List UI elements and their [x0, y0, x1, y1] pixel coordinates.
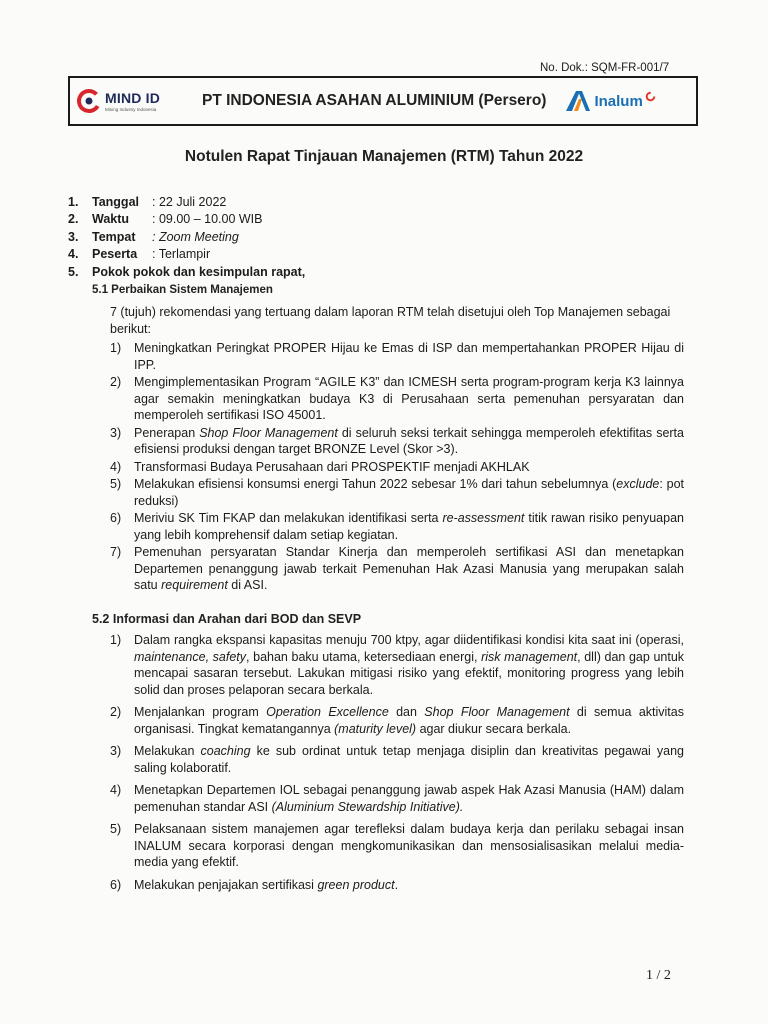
section-heading-5-1: 5.1 Perbaikan Sistem Manajemen [92, 284, 273, 296]
recommendation-item [110, 510, 684, 543]
meta-value: : 22 Juli 2022 [152, 194, 227, 209]
list-item-text: Melakukan efisiensi konsumsi energi Tahun 2022 sebesar 1% dari tahun sebelumnya (exclude: pot reduksi) [134, 477, 684, 508]
inalum-ring-icon [645, 91, 656, 102]
list-item-number: 4) [110, 459, 122, 474]
list-item-text: Penerapan Shop Floor Management di seluruh seksi terkait sehingga memperoleh efektifitas serta efisiensi produksi dengan target BRONZE Level (Skor >3). [134, 425, 684, 456]
company-name: PT INDONESIA ASAHAN ALUMINIUM (Persero) [202, 92, 547, 109]
page-number: 1 / 2 [646, 968, 671, 983]
list-item-text: Melakukan penjajakan sertifikasi green product. [134, 877, 399, 892]
list-item-number: 7) [110, 545, 122, 559]
recommendation-item [110, 374, 684, 424]
list-item-number: 3) [110, 425, 122, 440]
meta-number: 4. [68, 247, 79, 262]
inalum-logo-icon [564, 89, 592, 113]
meeting-details [68, 193, 305, 281]
meta-value: : Zoom Meeting [152, 229, 239, 244]
meta-label: Tanggal [92, 194, 139, 209]
list-item-text: Dalam rangka ekspansi kapasitas menuju 700 ktpy, agar diidentifikasi kondisi kita saat ini (operasi, maintenance, safety, bahan baku utama, ketersediaan energi, risk management, dll) dan gap untuk mencapai sasaran tersebut. Lakukan mitigasi risiko yang efektif, monitoring progress yang lebih solid dan proses pelaporan secara berkala. [134, 633, 685, 697]
mindid-logo [76, 88, 194, 114]
recommendation-item [110, 340, 684, 373]
meta-row-time [68, 211, 305, 229]
meta-row-participants [68, 246, 305, 264]
meta-row-summary [68, 263, 305, 281]
list-item-text: Menetapkan Departemen IOL sebagai penanggung jawab aspek Hak Azasi Manusia (HAM) dalam pemenuhan standar ASI (Aluminium Stewardship Initiative). [134, 783, 684, 814]
directive-item [110, 782, 684, 815]
meta-value: : Terlampir [152, 247, 211, 262]
inalum-name: Inalum [594, 92, 643, 110]
list-item-number: 5) [110, 477, 122, 491]
directive-item [110, 743, 684, 776]
recommendation-item [110, 544, 684, 594]
mindid-tagline: Mining Industry Indonesia [105, 107, 157, 112]
directive-item [110, 821, 684, 871]
meta-label: Waktu [92, 212, 130, 227]
section-intro: 7 (tujuh) rekomendasi yang tertuang dalam laporan RTM telah disetujui oleh Top Manajemen sebagai berikut: [110, 305, 671, 336]
section-heading-5-2: 5.2 Informasi dan Arahan dari BOD dan SEVP [92, 612, 362, 626]
letterhead [68, 76, 698, 126]
mindid-name: MIND ID [105, 90, 161, 106]
meta-number: 3. [68, 229, 79, 244]
list-item-text: Transformasi Budaya Perusahaan dari PROSPEKTIF menjadi AKHLAK [134, 459, 530, 474]
meta-row-place [68, 228, 305, 246]
directive-list [110, 632, 684, 899]
list-item-number: 6) [110, 511, 122, 525]
list-item-text: Mengimplementasikan Program “AGILE K3” dan ICMESH serta program-program kerja K3 lainnya agar semakin meningkatkan budaya K3 di Perusahaan serta pemenuhan persyaratan dan memperoleh sertifikasi ISO 45001. [134, 375, 684, 422]
list-item-number: 1) [110, 341, 122, 355]
meta-number: 1. [68, 194, 79, 209]
meta-value: : 09.00 – 10.00 WIB [152, 212, 263, 227]
meta-number: 2. [68, 212, 79, 227]
recommendation-item [110, 459, 684, 476]
meta-row-date [68, 193, 305, 211]
list-item-text: Meriviu SK Tim FKAP dan melakukan identifikasi serta re-assessment titik rawan risiko penyuapan yang lebih komprehensif dalam setiap kegiatan. [134, 511, 684, 542]
inalum-logo [564, 89, 655, 113]
mindid-logo-icon [76, 88, 102, 114]
list-item-number: 5) [110, 822, 122, 836]
list-item-text: Pelaksanaan sistem manajemen agar terefleksi dalam budaya kerja dan perilaku sebagai insan INALUM secara korporasi dengan mengkomunikasikan dan mensosialisasikan melalui media-media yang efektif. [134, 822, 684, 869]
document-number: No. Dok.: SQM-FR-001/7 [540, 62, 670, 74]
list-item-number: 3) [110, 744, 122, 758]
list-item-number: 4) [110, 783, 122, 797]
recommendation-list [110, 340, 684, 595]
list-item-number: 2) [110, 375, 122, 389]
list-item-text: Melakukan coaching ke sub ordinat untuk tetap menjaga disiplin dan kreativitas pegawai yang saling kolaboratif. [134, 744, 684, 775]
meta-label: Peserta [92, 247, 138, 262]
summary-heading: Pokok pokok dan kesimpulan rapat, [92, 264, 306, 279]
recommendation-item [110, 425, 684, 458]
directive-item [110, 632, 684, 698]
list-item-text: Menjalankan program Operation Excellence dan Shop Floor Management di semua aktivitas organisasi. Tingkat kematangannya (maturity level) agar diukur secara berkala. [134, 705, 684, 736]
directive-item [110, 877, 684, 894]
meta-number: 5. [68, 264, 79, 279]
document-title: Notulen Rapat Tinjauan Manajemen (RTM) Tahun 2022 [184, 148, 584, 165]
recommendation-item [110, 476, 684, 509]
list-item-number: 2) [110, 705, 122, 719]
meta-label: Tempat [92, 229, 136, 244]
list-item-text: Pemenuhan persyaratan Standar Kinerja dan memperoleh sertifikasi ASI dan menetapkan Departemen penanggung jawab terkait Pemenuhan Hak Azasi Manusia yang merupakan salah satu requirement di ASI. [134, 545, 684, 592]
directive-item [110, 704, 684, 737]
list-item-number: 1) [110, 633, 122, 647]
list-item-number: 6) [110, 877, 122, 892]
list-item-text: Meningkatkan Peringkat PROPER Hijau ke Emas di ISP dan mempertahankan PROPER Hijau di IPP. [134, 341, 684, 372]
